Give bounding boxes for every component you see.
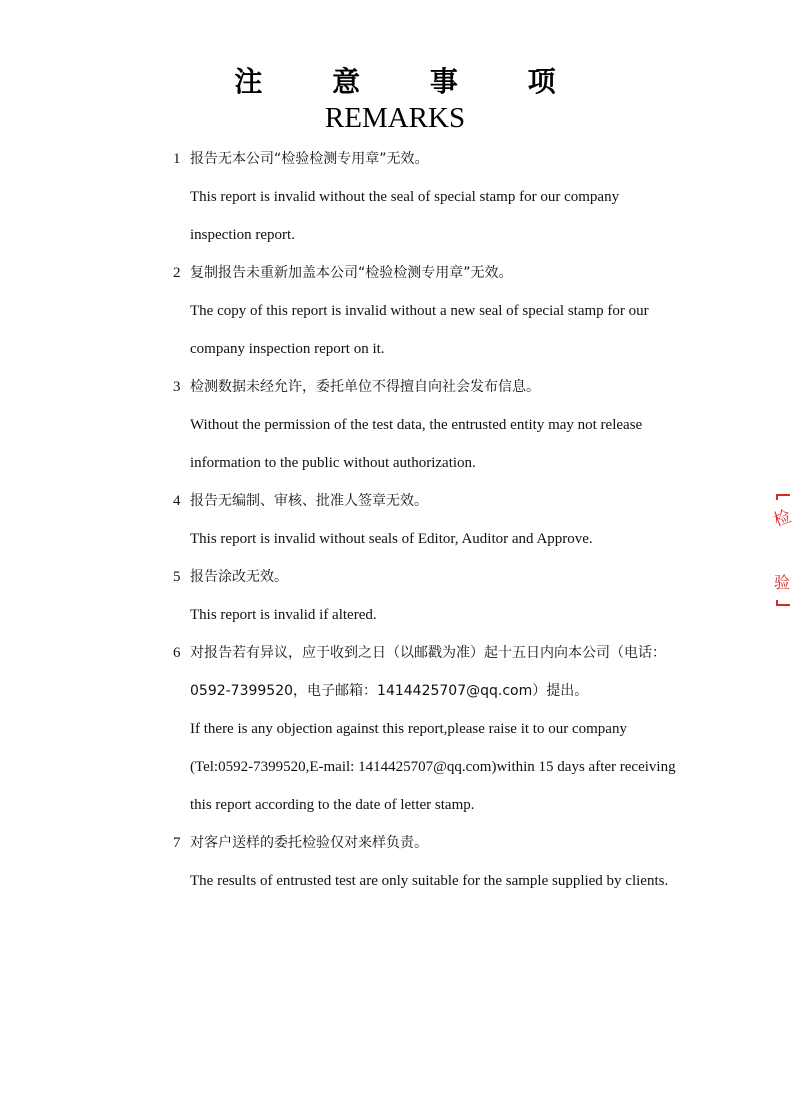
remark-3-en-line <box>173 413 733 451</box>
remark-number: 7 <box>173 835 181 851</box>
remark-4-en-line <box>173 527 733 565</box>
remark-5-en-line <box>173 603 733 641</box>
page-title-english: REMARKS <box>324 102 466 134</box>
remark-text-en: inspection report. <box>190 227 295 243</box>
remark-text-en: The results of entrusted test are only suitable for the sample supplied by clients. <box>190 873 669 889</box>
remark-2-cn-line <box>173 261 733 299</box>
remark-7-cn-line <box>173 831 733 869</box>
remark-4-cn-line <box>173 489 733 527</box>
remark-2-en-line <box>173 299 733 337</box>
remark-number: 3 <box>173 379 181 395</box>
remark-text-en: information to the public without authorization. <box>190 455 476 471</box>
remark-text-en: company inspection report on it. <box>190 341 385 357</box>
stamp-bracket-bottom <box>776 600 790 606</box>
stamp-char: 验 <box>774 573 791 592</box>
remark-7-en-line <box>173 869 733 907</box>
remark-text-en: This report is invalid without seals of Editor, Auditor and Approve. <box>190 531 593 547</box>
remark-text-en: The copy of this report is invalid without a new seal of special stamp for our <box>190 303 649 319</box>
remarks-list <box>173 147 733 907</box>
remark-number: 5 <box>173 569 181 585</box>
remark-text-cn: 复制报告未重新加盖本公司“检验检测专用章”无效。 <box>190 265 513 281</box>
remark-number: 1 <box>173 151 181 167</box>
remark-text-cn: 报告涂改无效。 <box>190 569 288 585</box>
remark-number: 2 <box>173 265 181 281</box>
remark-3-cn-line <box>173 375 733 413</box>
remark-text-en: This report is invalid if altered. <box>190 607 377 623</box>
remark-6-cn-line-2 <box>173 679 733 717</box>
remark-text-en: Without the permission of the test data, the entrusted entity may not release <box>190 417 643 433</box>
remark-text-en: If there is any objection against this report,please raise it to our company <box>190 721 627 737</box>
remark-number: 4 <box>173 493 181 509</box>
remark-text-cn: 0592-7399520，电子邮箱：1414425707@qq.com）提出。 <box>190 683 589 699</box>
remark-1-cn-line <box>173 147 733 185</box>
remark-6-en-line <box>173 793 733 831</box>
remark-text-cn: 报告无编制、审核、批准人签章无效。 <box>190 493 428 509</box>
remark-text-cn: 检测数据未经允许，委托单位不得擅自向社会发布信息。 <box>190 379 540 395</box>
red-seal-stamp <box>770 490 794 620</box>
stamp-char: 检 <box>770 506 794 532</box>
remark-text-cn: 对报告若有异议，应于收到之日（以邮戳为准）起十五日内向本公司（电话： <box>190 645 666 661</box>
remark-3-en-line <box>173 451 733 489</box>
remark-1-en-line <box>173 223 733 261</box>
remark-number: 6 <box>173 645 181 661</box>
remark-6-cn-line <box>173 641 733 679</box>
page-title-chinese: 注 意 事 项 <box>234 65 586 98</box>
stamp-bracket-top <box>776 494 790 500</box>
remark-text-cn: 报告无本公司“检验检测专用章”无效。 <box>190 151 429 167</box>
remark-6-en-line <box>173 717 733 755</box>
remark-text-cn: 对客户送样的委托检验仅对来样负责。 <box>190 835 428 851</box>
remark-1-en-line <box>173 185 733 223</box>
remark-2-en-line <box>173 337 733 375</box>
remark-5-cn-line <box>173 565 733 603</box>
remark-6-en-line <box>173 755 733 793</box>
remark-text-en: (Tel:0592-7399520,E-mail: 1414425707@qq.com)within 15 days after receiving <box>190 759 676 775</box>
remark-text-en: This report is invalid without the seal of special stamp for our company <box>190 189 620 205</box>
remark-text-en: this report according to the date of letter stamp. <box>190 797 475 813</box>
